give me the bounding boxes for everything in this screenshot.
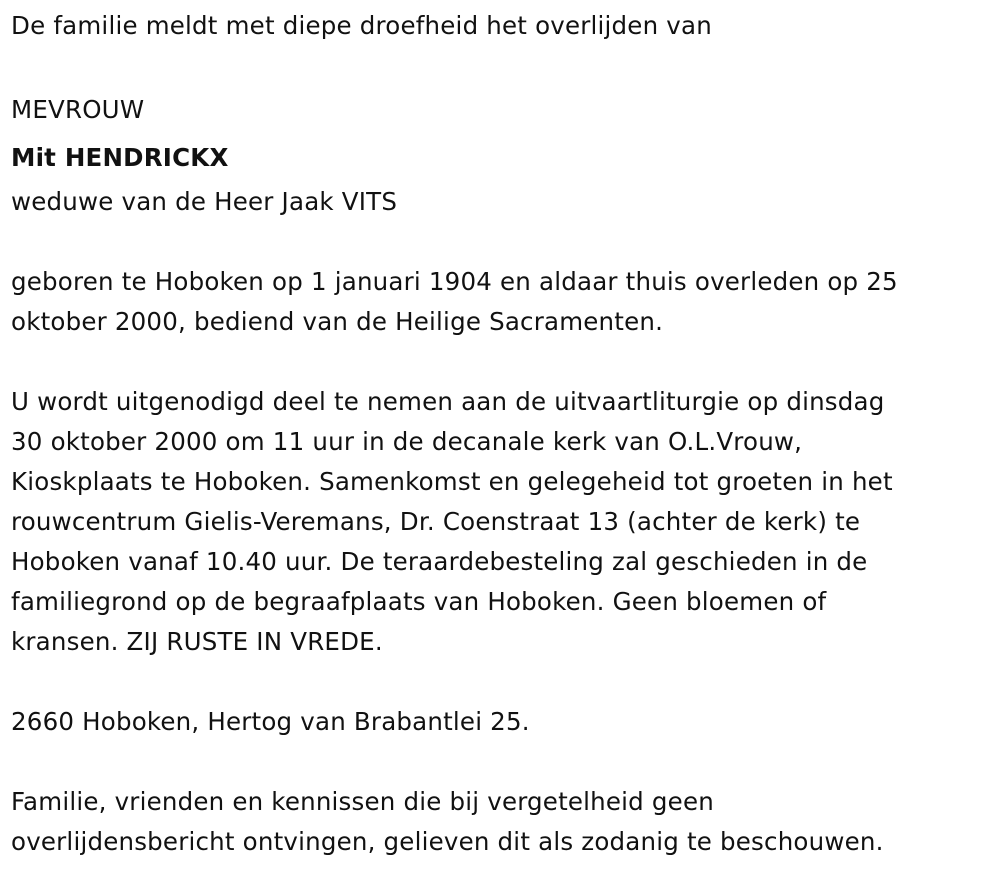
spacer <box>11 46 986 86</box>
paragraph-line: oktober 2000, bediend van de Heilige Sacramenten. <box>11 307 664 336</box>
birth-death-paragraph <box>11 262 986 342</box>
paragraph-line: Familie, vrienden en kennissen die bij vergetelheid geen <box>11 787 714 816</box>
intro-text: De familie meldt met diepe droefheid het overlijden van <box>11 11 712 40</box>
spacer <box>11 662 986 702</box>
paragraph-line: familiegrond op de begraafplaats van Hoboken. Geen bloemen of <box>11 587 827 616</box>
relation-text: weduwe van de Heer Jaak VITS <box>11 187 398 216</box>
ceremony-paragraph <box>11 382 986 662</box>
paragraph-line: overlijdensbericht ontvingen, gelieven dit als zodanig te beschouwen. <box>11 827 884 856</box>
spacer <box>11 222 986 262</box>
paragraph-line: 30 oktober 2000 om 11 uur in de decanale kerk van O.L.Vrouw, <box>11 427 803 456</box>
closing-paragraph <box>11 782 986 862</box>
address-text: 2660 Hoboken, Hertog van Brabantlei 25. <box>11 707 530 736</box>
paragraph-line: Hoboken vanaf 10.40 uur. De teraardebesteling zal geschieden in de <box>11 547 868 576</box>
paragraph-line: rouwcentrum Gielis-Veremans, Dr. Coenstraat 13 (achter de kerk) te <box>11 507 861 536</box>
paragraph-line: Kioskplaats te Hoboken. Samenkomst en gelegeheid tot groeten in het <box>11 467 893 496</box>
spacer <box>11 742 986 782</box>
paragraph-line: geboren te Hoboken op 1 januari 1904 en aldaar thuis overleden op 25 <box>11 267 898 296</box>
honorific-title: MEVROUW <box>11 95 145 124</box>
paragraph-line: U wordt uitgenodigd deel te nemen aan de uitvaartliturgie op dinsdag <box>11 387 885 416</box>
paragraph-line: kransen. ZIJ RUSTE IN VREDE. <box>11 627 383 656</box>
death-notice <box>11 6 986 862</box>
deceased-name: Mit HENDRICKX <box>11 143 229 172</box>
spacer <box>11 342 986 382</box>
